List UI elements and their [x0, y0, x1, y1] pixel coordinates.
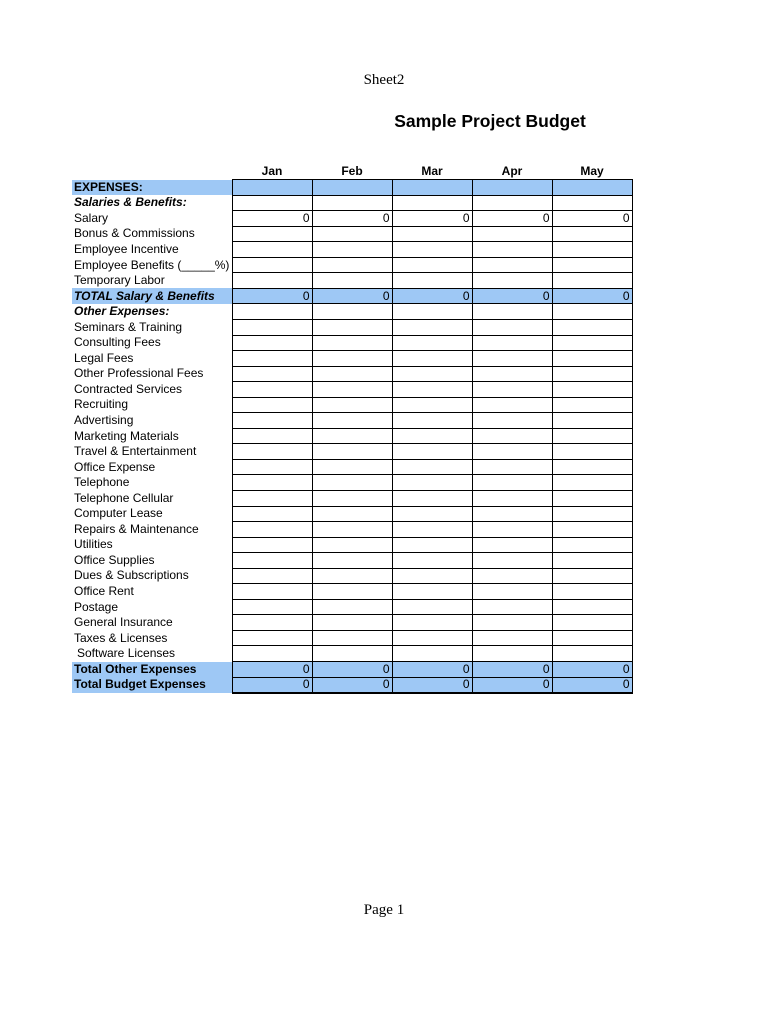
cell-jan[interactable] [232, 490, 312, 506]
cell-feb[interactable] [312, 428, 392, 444]
cell-mar[interactable]: 0 [392, 677, 472, 693]
cell-feb[interactable] [312, 257, 392, 273]
table-row [72, 459, 632, 475]
cell-apr[interactable] [472, 397, 552, 413]
row-label: Contracted Services [74, 381, 183, 396]
table-row [72, 662, 632, 678]
cell-may[interactable] [552, 397, 632, 413]
cell-jan[interactable] [232, 257, 312, 273]
cell-jan[interactable] [232, 506, 312, 522]
cell-jan[interactable]: 0 [232, 677, 312, 693]
cell-mar[interactable] [392, 568, 472, 584]
cell-feb[interactable] [312, 195, 392, 211]
cell-may[interactable] [552, 490, 632, 506]
cell-apr[interactable] [472, 522, 552, 538]
page-number-footer: Page 1 [363, 902, 405, 918]
cell-jan[interactable] [232, 382, 312, 398]
table-row [72, 646, 632, 662]
month-header-row [72, 164, 632, 180]
cell-feb[interactable] [312, 304, 392, 320]
cell-may[interactable] [552, 506, 632, 522]
month-header-jan: Jan [261, 164, 283, 179]
cell-jan[interactable] [232, 599, 312, 615]
cell-may[interactable] [552, 599, 632, 615]
table-row [72, 413, 632, 429]
cell-apr[interactable] [472, 242, 552, 258]
cell-feb[interactable] [312, 506, 392, 522]
cell-mar[interactable] [392, 413, 472, 429]
cell-feb[interactable] [312, 553, 392, 569]
table-row [72, 382, 632, 398]
row-label: Temporary Labor [74, 273, 165, 288]
row-label: EXPENSES: [72, 180, 232, 196]
cell-jan[interactable] [232, 553, 312, 569]
cell-mar[interactable] [392, 490, 472, 506]
cell-may[interactable] [552, 366, 632, 382]
cell-feb[interactable]: 0 [312, 288, 392, 304]
month-header-mar: Mar [421, 164, 443, 179]
cell-apr[interactable]: 0 [472, 211, 552, 227]
cell-apr[interactable] [472, 257, 552, 273]
cell-apr[interactable] [472, 444, 552, 460]
cell-apr[interactable] [472, 319, 552, 335]
cell-apr[interactable] [472, 506, 552, 522]
cell-jan[interactable] [232, 319, 312, 335]
cell-apr[interactable] [472, 646, 552, 662]
table-row [72, 351, 632, 367]
row-label: Employee Incentive [74, 242, 179, 256]
cell-mar[interactable] [392, 242, 472, 258]
table-row [72, 257, 632, 273]
table-row [72, 397, 632, 413]
cell-mar[interactable] [392, 646, 472, 662]
cell-jan[interactable] [232, 226, 312, 242]
cell-jan[interactable] [232, 413, 312, 429]
cell-apr[interactable] [472, 537, 552, 553]
row-label: Salary [74, 210, 109, 225]
cell-may[interactable] [552, 553, 632, 569]
cell-jan[interactable]: 0 [232, 662, 312, 678]
cell-mar[interactable] [392, 195, 472, 211]
cell-feb[interactable] [312, 444, 392, 460]
cell-jan[interactable] [232, 646, 312, 662]
table-row [72, 273, 632, 289]
row-label: Software Licenses [77, 646, 176, 661]
cell-feb[interactable] [312, 646, 392, 662]
month-header-apr: Apr [501, 164, 523, 179]
cell-feb[interactable]: 0 [312, 662, 392, 678]
cell-feb[interactable] [312, 599, 392, 615]
cell-mar[interactable] [392, 599, 472, 615]
cell-may[interactable] [552, 537, 632, 553]
row-label: Travel & Entertainment [74, 444, 197, 459]
table-row [72, 366, 632, 382]
row-label: Consulting Fees [74, 335, 161, 350]
table-row [72, 630, 632, 646]
table-row [72, 475, 632, 491]
cell-apr[interactable] [472, 490, 552, 506]
row-label: Computer Lease [74, 506, 163, 521]
cell-apr[interactable] [472, 568, 552, 584]
cell-jan[interactable] [232, 351, 312, 367]
row-label: Legal Fees [74, 350, 134, 365]
table-row [72, 319, 632, 335]
cell-feb[interactable] [312, 273, 392, 289]
row-label: Total Other Expenses [72, 662, 232, 678]
cell-may[interactable] [552, 630, 632, 646]
row-label: Recruiting [74, 397, 129, 412]
cell-apr[interactable] [472, 195, 552, 211]
cell-jan[interactable]: 0 [232, 288, 312, 304]
table-row [72, 195, 632, 211]
month-header-feb: Feb [341, 164, 363, 179]
cell-may[interactable] [552, 351, 632, 367]
table-row [72, 242, 632, 258]
cell-feb[interactable] [312, 459, 392, 475]
cell-mar[interactable]: 0 [392, 288, 472, 304]
cell-apr[interactable] [472, 226, 552, 242]
cell-apr[interactable] [472, 459, 552, 475]
cell-mar[interactable] [392, 226, 472, 242]
cell-may[interactable] [552, 304, 632, 320]
table-row [72, 288, 632, 304]
month-header-may: May [580, 164, 604, 179]
table-row [72, 553, 632, 569]
cell-mar[interactable] [392, 335, 472, 351]
row-label: Utilities [74, 537, 113, 552]
row-label: Dues & Subscriptions [74, 568, 189, 583]
cell-feb[interactable] [312, 522, 392, 538]
cell-may[interactable] [552, 335, 632, 351]
cell-feb[interactable] [312, 413, 392, 429]
cell-may[interactable] [552, 180, 632, 196]
table-row [72, 615, 632, 631]
table-row [72, 428, 632, 444]
cell-jan[interactable] [232, 615, 312, 631]
cell-jan[interactable] [232, 428, 312, 444]
cell-feb[interactable] [312, 615, 392, 631]
cell-feb[interactable]: 0 [312, 211, 392, 227]
cell-may[interactable] [552, 428, 632, 444]
cell-may[interactable] [552, 226, 632, 242]
cell-may[interactable] [552, 242, 632, 258]
cell-apr[interactable] [472, 584, 552, 600]
row-label: Office Supplies [74, 552, 155, 567]
cell-mar[interactable] [392, 615, 472, 631]
cell-jan[interactable] [232, 444, 312, 460]
cell-mar[interactable] [392, 257, 472, 273]
table-row [72, 211, 632, 227]
cell-jan[interactable] [232, 180, 312, 196]
cell-may[interactable]: 0 [552, 211, 632, 227]
cell-mar[interactable] [392, 180, 472, 196]
cell-apr[interactable]: 0 [472, 677, 552, 693]
cell-feb[interactable] [312, 180, 392, 196]
cell-mar[interactable] [392, 351, 472, 367]
cell-jan[interactable] [232, 584, 312, 600]
cell-mar[interactable] [392, 304, 472, 320]
cell-apr[interactable] [472, 382, 552, 398]
cell-apr[interactable] [472, 304, 552, 320]
cell-apr[interactable] [472, 413, 552, 429]
table-row [72, 584, 632, 600]
cell-apr[interactable] [472, 599, 552, 615]
cell-feb[interactable] [312, 226, 392, 242]
cell-jan[interactable] [232, 397, 312, 413]
row-label: Bonus & Commissions [74, 226, 195, 241]
row-label: Employee Benefits (_____%) [74, 257, 230, 272]
cell-may[interactable] [552, 646, 632, 662]
cell-may[interactable] [552, 584, 632, 600]
sheet-name-header: Sheet2 [363, 72, 405, 88]
cell-may[interactable] [552, 382, 632, 398]
cell-jan[interactable] [232, 568, 312, 584]
row-label: TOTAL Salary & Benefits [72, 288, 232, 304]
cell-apr[interactable] [472, 630, 552, 646]
cell-mar[interactable] [392, 397, 472, 413]
cell-mar[interactable] [392, 630, 472, 646]
cell-may[interactable]: 0 [552, 288, 632, 304]
cell-may[interactable] [552, 413, 632, 429]
cell-feb[interactable] [312, 568, 392, 584]
cell-jan[interactable] [232, 459, 312, 475]
cell-feb[interactable] [312, 242, 392, 258]
cell-mar[interactable] [392, 444, 472, 460]
table-row [72, 304, 632, 320]
cell-apr[interactable] [472, 366, 552, 382]
cell-may[interactable] [552, 273, 632, 289]
cell-feb[interactable] [312, 630, 392, 646]
cell-mar[interactable] [392, 428, 472, 444]
cell-jan[interactable] [232, 475, 312, 491]
cell-jan[interactable]: 0 [232, 211, 312, 227]
cell-may[interactable] [552, 475, 632, 491]
cell-apr[interactable] [472, 180, 552, 196]
row-label: Advertising [74, 413, 134, 428]
cell-feb[interactable] [312, 351, 392, 367]
cell-feb[interactable] [312, 584, 392, 600]
row-label: Office Rent [74, 584, 134, 599]
cell-apr[interactable]: 0 [472, 662, 552, 678]
cell-feb[interactable] [312, 537, 392, 553]
cell-may[interactable] [552, 195, 632, 211]
row-label: Postage [74, 599, 119, 614]
row-label: Taxes & Licenses [74, 630, 168, 645]
budget-table [72, 164, 633, 694]
cell-mar[interactable] [392, 584, 472, 600]
cell-mar[interactable] [392, 506, 472, 522]
cell-may[interactable] [552, 615, 632, 631]
cell-feb[interactable] [312, 366, 392, 382]
cell-jan[interactable] [232, 195, 312, 211]
cell-jan[interactable] [232, 522, 312, 538]
row-label: Seminars & Training [74, 319, 183, 334]
budget-table-body [72, 180, 632, 693]
table-row [72, 522, 632, 538]
cell-may[interactable] [552, 459, 632, 475]
cell-jan[interactable] [232, 304, 312, 320]
cell-jan[interactable] [232, 273, 312, 289]
row-label: Office Expense [74, 459, 156, 474]
cell-mar[interactable] [392, 537, 472, 553]
cell-mar[interactable] [392, 553, 472, 569]
row-label: General Insurance [74, 615, 173, 630]
cell-feb[interactable] [312, 490, 392, 506]
cell-mar[interactable] [392, 522, 472, 538]
cell-apr[interactable] [472, 553, 552, 569]
cell-jan[interactable] [232, 366, 312, 382]
cell-mar[interactable]: 0 [392, 211, 472, 227]
cell-may[interactable] [552, 568, 632, 584]
cell-may[interactable] [552, 444, 632, 460]
cell-jan[interactable] [232, 537, 312, 553]
table-row [72, 490, 632, 506]
cell-mar[interactable] [392, 319, 472, 335]
table-row [72, 537, 632, 553]
cell-mar[interactable] [392, 475, 472, 491]
table-row [72, 677, 632, 693]
table-row [72, 444, 632, 460]
cell-feb[interactable] [312, 319, 392, 335]
table-row [72, 599, 632, 615]
cell-jan[interactable] [232, 335, 312, 351]
table-row [72, 335, 632, 351]
cell-may[interactable] [552, 257, 632, 273]
cell-mar[interactable] [392, 273, 472, 289]
cell-apr[interactable]: 0 [472, 288, 552, 304]
cell-may[interactable]: 0 [552, 662, 632, 678]
cell-apr[interactable] [472, 351, 552, 367]
cell-may[interactable]: 0 [552, 677, 632, 693]
row-label: Other Professional Fees [74, 366, 204, 381]
cell-feb[interactable]: 0 [312, 677, 392, 693]
cell-apr[interactable] [472, 428, 552, 444]
page-title: Sample Project Budget [394, 111, 586, 131]
cell-apr[interactable] [472, 475, 552, 491]
cell-mar[interactable]: 0 [392, 662, 472, 678]
cell-may[interactable] [552, 522, 632, 538]
cell-apr[interactable] [472, 273, 552, 289]
header-corner [72, 164, 232, 180]
cell-feb[interactable] [312, 335, 392, 351]
row-label: Repairs & Maintenance [74, 521, 199, 536]
cell-feb[interactable] [312, 382, 392, 398]
row-label: Other Expenses: [74, 304, 170, 319]
table-row [72, 568, 632, 584]
cell-feb[interactable] [312, 475, 392, 491]
cell-jan[interactable] [232, 630, 312, 646]
cell-mar[interactable] [392, 459, 472, 475]
row-label: Total Budget Expenses [72, 677, 232, 693]
cell-mar[interactable] [392, 366, 472, 382]
cell-apr[interactable] [472, 615, 552, 631]
cell-may[interactable] [552, 319, 632, 335]
cell-jan[interactable] [232, 242, 312, 258]
row-label: Salaries & Benefits: [74, 195, 187, 210]
cell-mar[interactable] [392, 382, 472, 398]
row-label: Marketing Materials [74, 428, 179, 443]
table-row [72, 506, 632, 522]
row-label: Telephone Cellular [74, 490, 174, 505]
table-row [72, 226, 632, 242]
table-row [72, 180, 632, 196]
row-label: Telephone [74, 475, 130, 490]
cell-apr[interactable] [472, 335, 552, 351]
cell-feb[interactable] [312, 397, 392, 413]
